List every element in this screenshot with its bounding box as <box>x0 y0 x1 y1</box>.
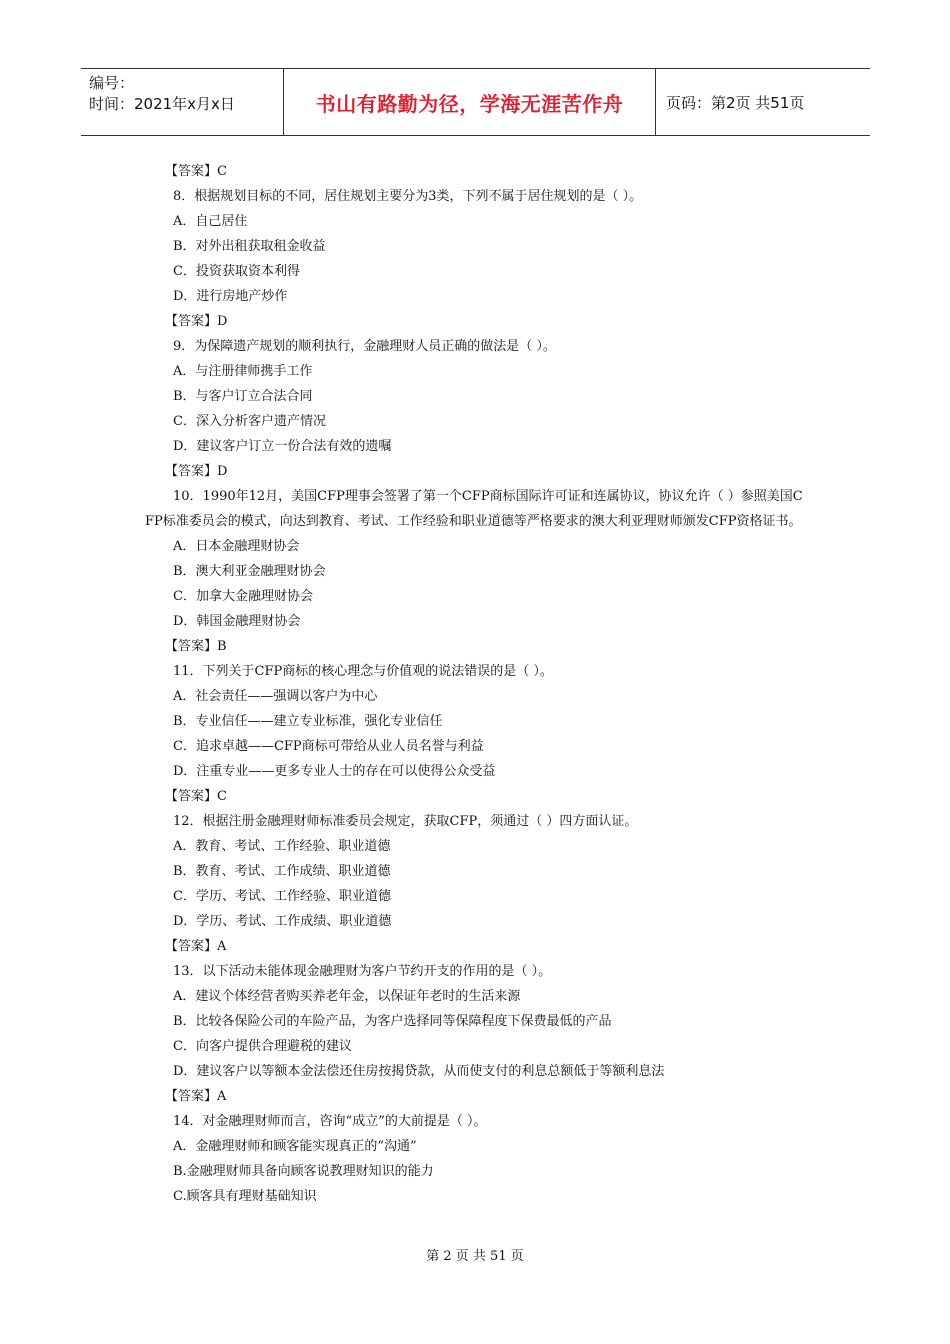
question-option: B．对外出租获取租金收益 <box>173 239 326 254</box>
question-option: B．澳大利亚金融理财协会 <box>173 564 326 579</box>
question-text: 12．根据注册金融理财师标准委员会规定，获取CFP，须通过（ ）四方面认证。 <box>173 814 638 829</box>
question-text: 13．以下活动未能体现金融理财为客户节约开支的作用的是（ ）。 <box>173 964 552 979</box>
page-header <box>81 68 870 136</box>
answer-line: 【答案】A <box>165 939 227 954</box>
question-option: B.金融理财师具备向顾客说教理财知识的能力 <box>173 1164 434 1179</box>
document-time-label: 时间：2021年x月x日 <box>89 95 235 113</box>
question-option: D．韩国金融理财协会 <box>173 614 301 629</box>
question-option: A．自己居住 <box>173 214 248 229</box>
question-text: 10．1990年12月，美国CFP理事会签署了第一个CFP商标国际许可证和连属协议，协议允许（ ）参照美国CFP标准委员会的模式，向达到教育、考试、工作经验和职业道德等严格要求的澳大利亚理财师颁发CFP资格证书。 <box>145 489 803 529</box>
question-option: D．学历、考试、工作成绩、职业道德 <box>173 914 392 929</box>
question-option: A．日本金融理财协会 <box>173 539 300 554</box>
answer-line: 【答案】C <box>165 789 227 804</box>
question-option: A．教育、考试、工作经验、职业道德 <box>173 839 391 854</box>
answer-line: 【答案】D <box>165 464 228 479</box>
question-option: D．进行房地产炒作 <box>173 289 288 304</box>
header-motto: 书山有路勤为径，学海无涯苦作舟 <box>284 69 656 135</box>
answer-line: 【答案】D <box>165 314 228 329</box>
page-footer: 第 2 页 共 51 页 <box>426 1249 524 1264</box>
question-option: A．与注册律师携手工作 <box>173 364 313 379</box>
question-option: C．加拿大金融理财协会 <box>173 589 313 604</box>
question-option: C．学历、考试、工作经验、职业道德 <box>173 889 391 904</box>
header-meta <box>81 69 284 135</box>
question-option: A．社会责任——强调以客户为中心 <box>173 689 378 704</box>
answer-line: 【答案】A <box>165 1089 227 1104</box>
question-option: C．深入分析客户遗产情况 <box>173 414 326 429</box>
question-option: C．投资获取资本利得 <box>173 264 300 279</box>
question-option: A．建议个体经营者购买养老年金，以保证年老时的生活来源 <box>173 989 521 1004</box>
question-option: C.顾客具有理财基础知识 <box>173 1189 317 1204</box>
question-option: C．追求卓越——CFP商标可带给从业人员名誉与利益 <box>173 739 484 754</box>
question-text: 9．为保障遗产规划的顺利执行，金融理财人员正确的做法是（ ）。 <box>173 339 556 354</box>
document-number-label: 编号： <box>89 74 135 92</box>
answer-line: 【答案】C <box>165 164 227 179</box>
question-option: B．专业信任——建立专业标准，强化专业信任 <box>173 714 443 729</box>
question-text: 8．根据规划目标的不同，居住规划主要分为3类，下列不属于居住规划的是（ ）。 <box>173 189 643 204</box>
question-option: C．向客户提供合理避税的建议 <box>173 1039 352 1054</box>
answer-line: 【答案】B <box>165 639 227 654</box>
question-text: 11．下列关于CFP商标的核心理念与价值观的说法错误的是（ ）。 <box>173 664 553 679</box>
document-body <box>145 159 810 1209</box>
question-option: B．比较各保险公司的车险产品，为客户选择同等保障程度下保费最低的产品 <box>173 1014 612 1029</box>
question-option: D．建议客户订立一份合法有效的遗嘱 <box>173 439 392 454</box>
question-option: D．建议客户以等额本金法偿还住房按揭贷款，从而使支付的利息总额低于等额利息法 <box>173 1064 665 1079</box>
question-option: D．注重专业——更多专业人士的存在可以使得公众受益 <box>173 764 496 779</box>
question-option: B．教育、考试、工作成绩、职业道德 <box>173 864 391 879</box>
question-text: 14．对金融理财师而言，咨询“成立”的大前提是（ ）。 <box>173 1114 487 1129</box>
header-page-info: 页码：第2页 共51页 <box>666 93 805 112</box>
question-option: B．与客户订立合法合同 <box>173 389 313 404</box>
question-option: A．金融理财师和顾客能实现真正的“沟通” <box>173 1139 417 1154</box>
